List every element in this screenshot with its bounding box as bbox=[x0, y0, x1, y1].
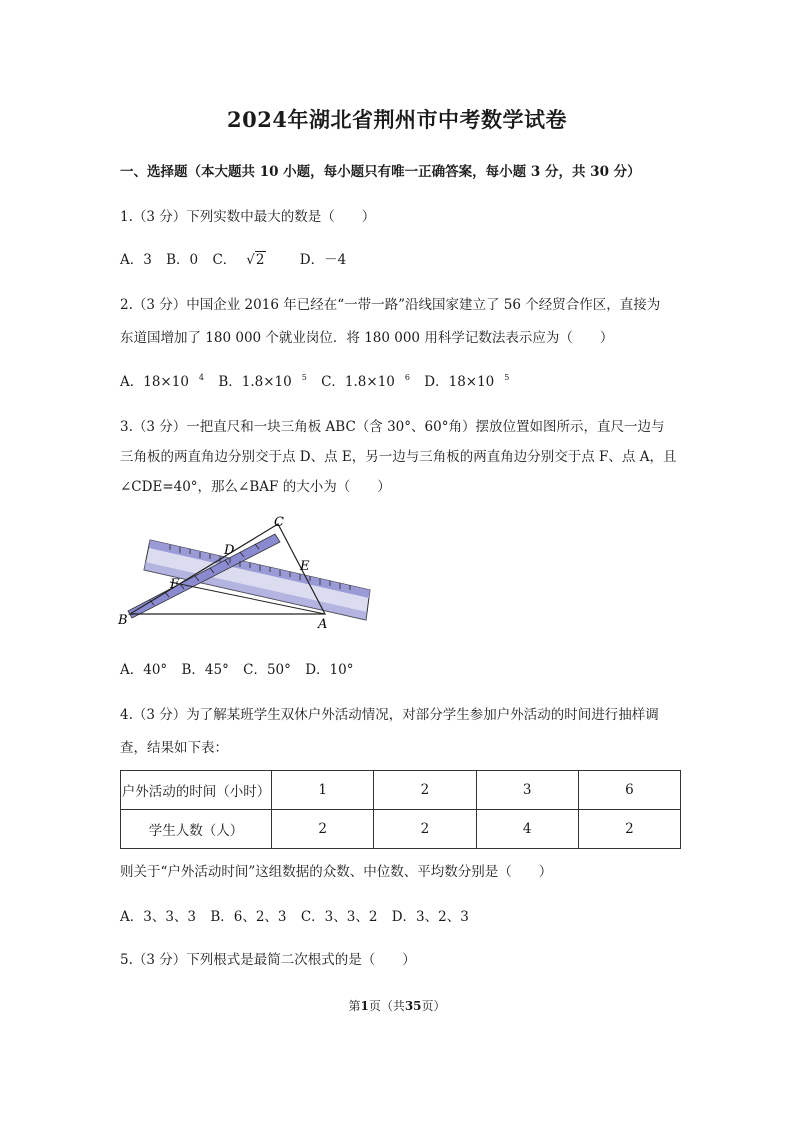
table-row bbox=[121, 771, 681, 810]
table-cell: 2 bbox=[374, 810, 476, 849]
label-e: E bbox=[300, 559, 310, 574]
q1-option-b: B．0 bbox=[166, 252, 199, 268]
page-number: 1 bbox=[360, 999, 369, 1013]
question-3-options bbox=[120, 658, 680, 678]
q3-option-c: C．50° bbox=[243, 662, 291, 678]
table-cell: 6 bbox=[578, 771, 680, 810]
q4-option-b: B．6、2、3 bbox=[210, 909, 287, 925]
section-heading: 一、选择题（本大题共 10 小题，每小题只有唯一正确答案，每小题 3 分，共 30 分） bbox=[120, 164, 641, 180]
table-cell: 2 bbox=[272, 810, 374, 849]
label-f: F bbox=[170, 577, 180, 592]
q2-option-c: C．1.8×10 $^6$ bbox=[321, 373, 410, 390]
question-4-line-3: 则关于“户外活动时间”这组数据的众数、中位数、平均数分别是（ ） bbox=[120, 864, 553, 880]
label-c: C bbox=[274, 515, 284, 530]
table-cell: 3 bbox=[476, 771, 578, 810]
page-title: 2024年湖北省荆州市中考数学试卷 bbox=[227, 107, 567, 132]
q2-option-d: D．18×10 $^5$ bbox=[424, 373, 510, 390]
q1-option-d: D．－4 bbox=[299, 252, 347, 268]
label-d: D bbox=[224, 543, 235, 558]
question-3-line-3: ∠CDE=40°，那么∠BAF 的大小为（ ） bbox=[120, 479, 391, 495]
ruler-triangle-figure bbox=[110, 512, 390, 632]
page-footer: 第1页（共35页） bbox=[348, 999, 446, 1013]
question-2-options bbox=[120, 370, 680, 390]
table-row-header: 户外活动的时间（小时） bbox=[121, 771, 272, 810]
question-2-line-1: 2.（3 分）中国企业 2016 年已经在“一带一路”沿线国家建立了 56 个经贸合作区，直接为 bbox=[120, 297, 661, 313]
q3-option-b: B．45° bbox=[181, 662, 229, 678]
sqrt-symbol: √2 bbox=[246, 252, 265, 268]
table-row bbox=[121, 810, 681, 849]
table-cell: 4 bbox=[476, 810, 578, 849]
question-4-line-2: 查，结果如下表： bbox=[120, 740, 228, 756]
label-b: B bbox=[118, 613, 128, 628]
q2-option-b: B．1.8×10 $^5$ bbox=[218, 373, 307, 390]
q3-option-d: D．10° bbox=[305, 662, 354, 678]
question-2-line-2: 东道国增加了 180 000 个就业岗位．将 180 000 用科学记数法表示应为（ ） bbox=[120, 330, 614, 346]
q2-option-a: A．18×10 $^4$ bbox=[120, 373, 205, 390]
label-a: A bbox=[318, 617, 328, 632]
question-4-options bbox=[120, 905, 680, 925]
q1-option-a: A．3 bbox=[120, 252, 152, 268]
table-cell: 2 bbox=[578, 810, 680, 849]
question-5-stem: 5.（3 分）下列根式是最简二次根式的是（ ） bbox=[120, 952, 416, 968]
q4-option-c: C．3、3、2 bbox=[300, 909, 378, 925]
question-1-stem: 1.（3 分）下列实数中最大的数是（ ） bbox=[120, 209, 376, 225]
total-pages: 35 bbox=[404, 999, 422, 1013]
activity-table bbox=[120, 770, 681, 849]
question-3-line-2: 三角板的两直角边分别交于点 D、点 E，另一边与三角板的两直角边分别交于点 F、点 A，且 bbox=[120, 449, 677, 465]
table-row-header: 学生人数（人） bbox=[121, 810, 272, 849]
question-3-line-1: 3.（3 分）一把直尺和一块三角板 ABC（含 30°、60°角）摆放位置如图所示，直尺一边与 bbox=[120, 419, 665, 435]
q4-option-a: A．3、3、3 bbox=[120, 909, 197, 925]
q4-option-d: D．3、2、3 bbox=[391, 909, 469, 925]
table-cell: 1 bbox=[272, 771, 374, 810]
question-4-line-1: 4.（3 分）为了解某班学生双休户外活动情况，对部分学生参加户外活动的时间进行抽样调 bbox=[120, 707, 659, 723]
table-cell: 2 bbox=[374, 771, 476, 810]
q1-option-c: C． √2 bbox=[212, 248, 285, 268]
question-1-options bbox=[120, 248, 680, 268]
q3-option-a: A．40° bbox=[120, 662, 168, 678]
